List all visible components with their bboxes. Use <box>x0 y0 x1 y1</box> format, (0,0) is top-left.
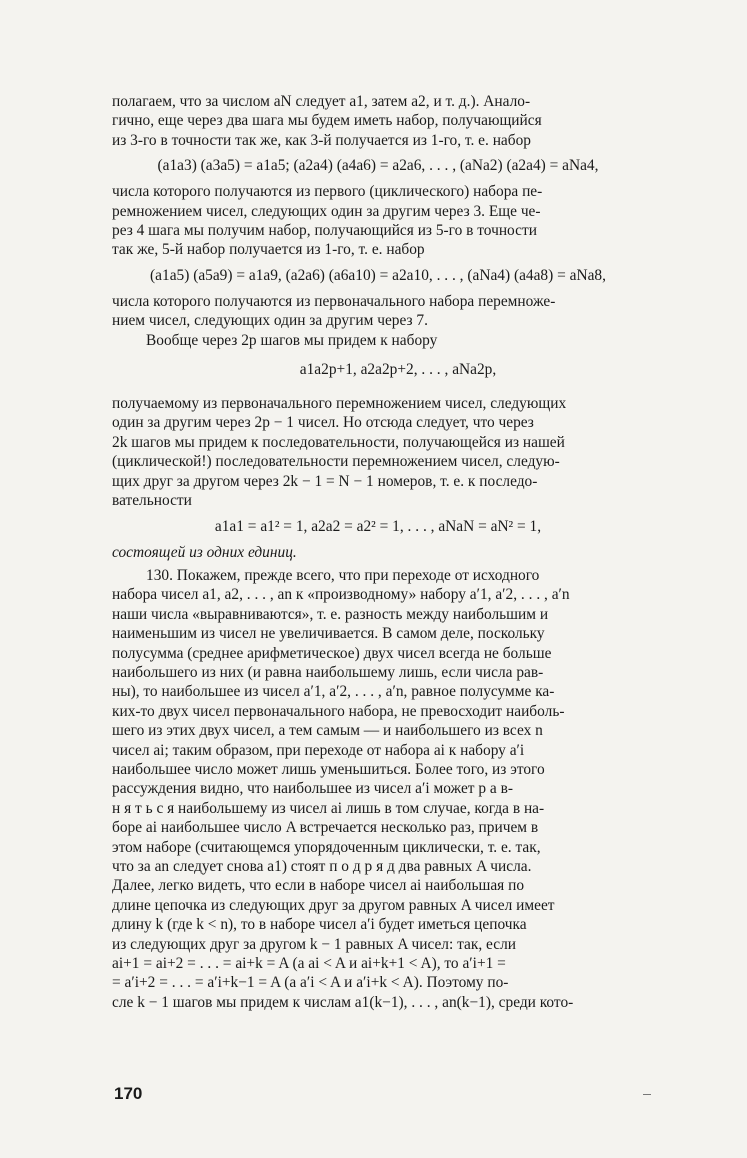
formula-general-set: a1a2p+1, a2a2p+2, . . . , aNa2p, <box>299 361 497 379</box>
text-line: числа которого получаются из первого (циклического) набора пе- <box>112 183 543 201</box>
text-line: ремножением чисел, следующих один за другим через 3. Еще че- <box>112 202 541 220</box>
text-line: наибольшее число может лишь уменьшиться. Более того, из этого <box>112 760 545 778</box>
text-line: один за другим через 2p − 1 чисел. Но отсюда следует, что через <box>112 414 534 432</box>
text-line: этом наборе (считающемся упорядоченным циклически, т. е. так, <box>112 838 541 856</box>
text-line: ai+1 = ai+2 = . . . = ai+k = A (а ai < A и ai+k+1 < A), то a′i+1 = <box>112 955 506 973</box>
text-line: длине цепочка из следующих друг за другом равных A чисел имеет <box>112 896 555 914</box>
text-line: Далее, легко видеть, что если в наборе чисел ai наибольшая по <box>112 877 525 895</box>
text-line: из следующих друг за другом k − 1 равных A чисел: так, если <box>112 935 516 953</box>
paragraph-sequence <box>112 394 644 510</box>
text-line: набора чисел a1, a2, . . . , an к «производному» набору a′1, a′2, . . . , a′n <box>112 586 570 604</box>
paragraph-step-5 <box>112 182 644 260</box>
text-line: получаемому из первоначального перемножением чисел, следующих <box>112 395 567 413</box>
formula-ones: a1a1 = a1² = 1, a2a2 = a2² = 1, . . . , aNaN = aN² = 1, <box>214 517 542 535</box>
text-line: вательности <box>112 492 192 510</box>
paragraph-130 <box>112 566 644 1012</box>
page-number: 170 <box>114 1084 143 1103</box>
text-line: нием чисел, следующих один за другим через 7. <box>112 312 428 330</box>
text-line: что за an следует снова a1) стоят п о д р я д два равных A числа. <box>112 858 532 875</box>
text-line: наименьшим из чисел не увеличивается. В самом деле, поскольку <box>112 625 545 643</box>
text-line: Вообще через 2p шагов мы придем к набору <box>146 331 438 349</box>
text-line: сле k − 1 шагов мы придем к числам a1(k−1), . . . , an(k−1), среди кото- <box>112 993 574 1011</box>
text-line: ны), то наибольшее из чисел a′1, a′2, . . . , a′n, равное полусумме ка- <box>112 683 555 701</box>
text-line: гично, еще через два шага мы будем иметь набор, получающийся <box>112 112 542 130</box>
text-line: щих друг за другом через 2k − 1 = N − 1 номеров, т. е. к последо- <box>112 472 538 490</box>
text-line: ких-то двух чисел первоначального набора, не превосходит наиболь- <box>112 702 565 720</box>
footer-mark <box>643 1094 651 1095</box>
text-line: боре ai наибольшее число A встречается несколько раз, причем в <box>112 819 539 837</box>
formula-step-5: (a1a5) (a5a9) = a1a9, (a2a6) (a6a10) = a2a10, . . . , (aNa4) (a4a8) = aNa8, <box>150 266 606 284</box>
text-line: чисел ai; таким образом, при переходе от набора ai к набору a′i <box>112 741 525 759</box>
page-body <box>112 92 644 1012</box>
text-line: рез 4 шага мы получим набор, получающийся из 5-го в точности <box>112 222 537 240</box>
text-line: шего из этих двух чисел, а тем самым — и наибольшего из всех n <box>112 722 543 740</box>
text-line: н я т ь с я наибольшему из чисел ai лишь в том случае, когда в на- <box>112 799 545 817</box>
text-line: наши числа «выравниваются», т. е. разность между наибольшим и <box>112 605 549 623</box>
text-line: 2k шагов мы придем к последовательности, получающейся из нашей <box>112 433 565 451</box>
formula-step-3: (a1a3) (a3a5) = a1a5; (a2a4) (a4a6) = a2a6, . . . , (aNa2) (a2a4) = aNa4, <box>157 157 599 175</box>
text-line: полусумма (среднее арифметическое) двух чисел всегда не больше <box>112 644 552 662</box>
text-line: числа которого получаются из первоначального набора перемноже- <box>112 292 556 310</box>
text-line: (циклической!) последовательности перемножением чисел, следую- <box>112 453 560 471</box>
text-line: полагаем, что за числом aN следует a1, затем a2, и т. д.). Анало- <box>112 93 531 110</box>
text-line: из 3-го в точности так же, как 3-й получается из 1-го, т. е. набор <box>112 131 531 149</box>
text-line: = a′i+2 = . . . = a′i+k−1 = A (а a′i < A и a′i+k < A). Поэтому по- <box>112 974 509 992</box>
paragraph-step-7 <box>112 292 644 331</box>
text-line-italic: состоящей из одних единиц. <box>112 543 297 561</box>
text-line: рассуждения видно, что наибольшее из чисел a′i может р а в- <box>112 780 513 798</box>
text-line: наибольшего из них (и равна наибольшему лишь, если числа рав- <box>112 663 544 681</box>
paragraph-intro <box>112 92 644 150</box>
paragraph-general <box>112 331 644 350</box>
text-line: так же, 5-й набор получается из 1-го, т. е. набор <box>112 241 425 259</box>
text-line: длину k (где k < n), то в наборе чисел a′i будет иметься цепочка <box>112 916 527 934</box>
text-line: 130. Покажем, прежде всего, что при переходе от исходного <box>146 566 540 584</box>
